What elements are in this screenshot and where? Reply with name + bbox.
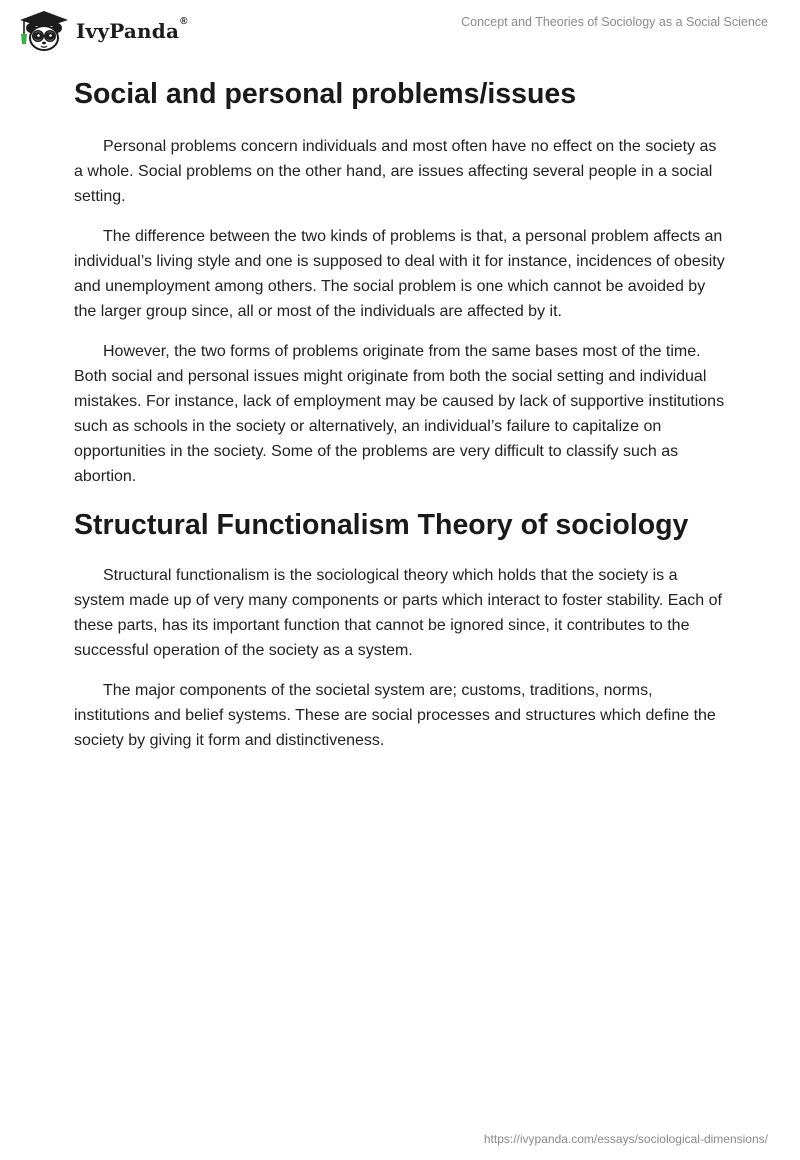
running-title: Concept and Theories of Sociology as a Social Science xyxy=(461,15,768,29)
section-heading-social-personal-problems: Social and personal problems/issues xyxy=(74,78,577,110)
essay-content xyxy=(74,70,728,768)
paragraph: Structural functionalism is the sociological theory which holds that the society is a system made up of very many components or parts which interact to foster stability. Each of these parts, has its important function that cannot be ignored since, it contributes to the successful operation of the society as a system. xyxy=(74,567,722,659)
source-url[interactable]: https://ivypanda.com/essays/sociological-dimensions/ xyxy=(483,1132,768,1146)
registered-mark: ® xyxy=(180,15,188,27)
brand-name: IvyPanda xyxy=(76,19,180,43)
paragraph: The difference between the two kinds of problems is that, a personal problem affects an individual’s living style and one is supposed to deal with it for instance, incidences of obesity and unemployment among others. The social problem is one which cannot be avoided by the larger group since, all or most of the individuals are affected by it. xyxy=(74,228,725,320)
paragraph: However, the two forms of problems originate from the same bases most of the time. Both social and personal issues might originate from both the social setting and individual mistakes. For instance, lack of employment may be caused by lack of supportive institutions such as schools in the society or alternatively, an individual’s failure to capitalize on opportunities in the society. Some of the problems are very difficult to classify such as abortion. xyxy=(74,343,725,485)
section-heading-structural-functionalism: Structural Functionalism Theory of sociology xyxy=(74,509,689,541)
panda-graduate-icon xyxy=(14,8,74,52)
paragraph: The major components of the societal system are; customs, traditions, norms, institutions and belief systems. These are social processes and structures which define the society by giving it form and distinctiveness. xyxy=(74,682,716,749)
page-header xyxy=(0,0,800,60)
ivypanda-logo[interactable] xyxy=(14,8,188,52)
paragraph: Personal problems concern individuals and most often have no effect on the society as a whole. Social problems on the other hand, are issues affecting several people in a social setting. xyxy=(74,138,717,205)
